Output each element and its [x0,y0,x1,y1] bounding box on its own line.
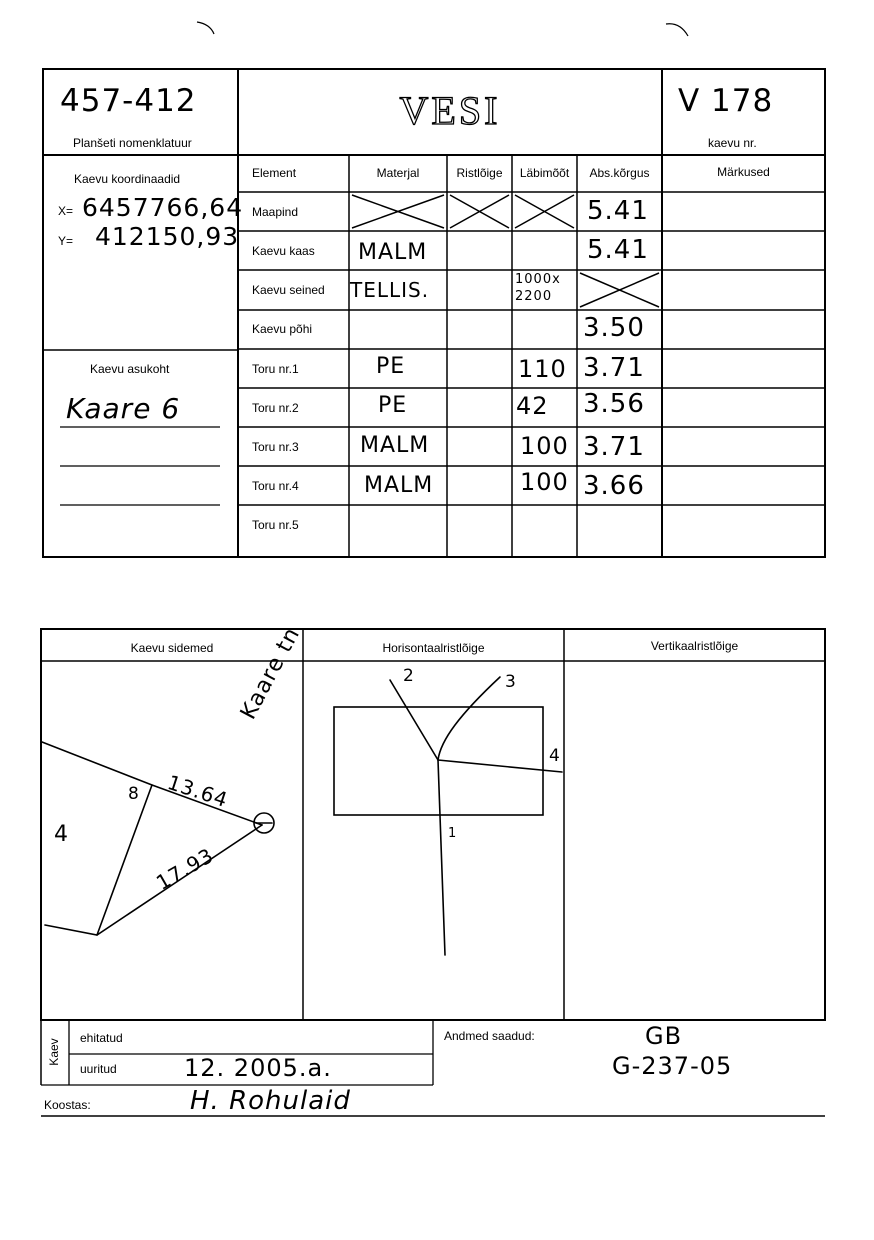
well-number: V 178 [678,83,774,119]
distance-label: 17.93 [152,842,218,895]
row-material: MALM [358,240,428,265]
row-diameter: 100 [520,468,569,496]
connections-label: Kaevu sidemed [130,641,214,655]
coordinates-label: Kaevu koordinaadid [74,172,181,186]
plansheet-label: Planšeti nomenklatuur [73,136,192,150]
y-prefix: Y= [58,234,74,248]
data-source-code: G-237-05 [612,1052,733,1080]
street-label: Kaare tn [236,623,306,724]
row-element: Maapind [252,205,299,219]
pipe-3-label: 3 [505,672,517,692]
row-material: MALM [360,433,430,458]
row-abs-height: 3.50 [583,313,645,343]
pipe-2-label: 2 [403,666,415,686]
row-element: Toru nr.1 [252,362,299,376]
well-side-label: Kaev [47,1038,61,1066]
building-4-label: 4 [54,822,69,847]
data-source-label: Andmed saadud: [444,1029,535,1043]
row-element: Toru nr.3 [252,440,299,454]
pipe-4-label: 4 [549,746,561,766]
row-diameter: 110 [518,355,567,383]
pipe-1-line [438,760,445,955]
page-title: VESI [399,88,501,133]
built-label: ehitatud [80,1031,123,1045]
vertical-section-label: Vertikaalristlõige [650,639,739,653]
row-abs-height: 3.56 [583,389,645,419]
row-abs-height: 3.66 [583,471,645,501]
row-abs-height: 3.71 [583,432,645,462]
location-value: Kaare 6 [66,392,181,425]
x-prefix: X= [58,204,74,218]
well-number-label: kaevu nr. [708,136,757,150]
col-header-diameter: Läbimõõt [519,166,570,180]
surveyed-date: 12. 2005.a. [184,1054,332,1082]
row-element: Kaevu kaas [252,244,315,258]
plansheet-number: 457-412 [60,83,197,119]
row-diameter: 42 [516,392,549,420]
compiled-by-label: Koostas: [44,1098,91,1112]
location-label: Kaevu asukoht [90,362,170,376]
x-coordinate: 6457766,64 [82,193,244,222]
pipe-2-line [390,680,438,760]
col-header-cross-section: Ristlõige [456,166,503,180]
row-diameter: 1000x 2200 [515,272,561,304]
horizontal-section-label: Horisontaalristlõige [382,641,485,655]
pipe-1-label: 1 [448,826,458,841]
row-element: Toru nr.2 [252,401,299,415]
row-material: PE [378,393,408,418]
row-element: Kaevu seined [252,283,325,297]
building-8-label: 8 [128,784,140,804]
row-abs-height: 3.71 [583,353,645,383]
row-material: PE [376,354,406,379]
col-header-element: Element [252,166,297,180]
y-coordinate: 412150,93 [95,222,240,251]
compiled-by-signature: H. Rohulaid [190,1086,351,1116]
row-element: Toru nr.5 [252,518,299,532]
data-source-initials: GB [645,1022,683,1050]
row-element: Kaevu põhi [252,322,313,336]
row-material: TELLIS. [350,278,430,302]
col-header-notes: Märkused [717,165,770,179]
surveyed-label: uuritud [80,1062,117,1076]
row-abs-height: 5.41 [587,235,649,265]
row-abs-height: 5.41 [587,196,649,226]
row-element: Toru nr.4 [252,479,299,493]
col-header-abs-height: Abs.kõrgus [589,166,650,180]
row-diameter: 100 [520,432,569,460]
pipe-3-line [438,677,500,760]
row-material: MALM [364,473,434,498]
col-header-material: Materjal [376,166,420,180]
distance-label: 13.64 [164,770,232,813]
